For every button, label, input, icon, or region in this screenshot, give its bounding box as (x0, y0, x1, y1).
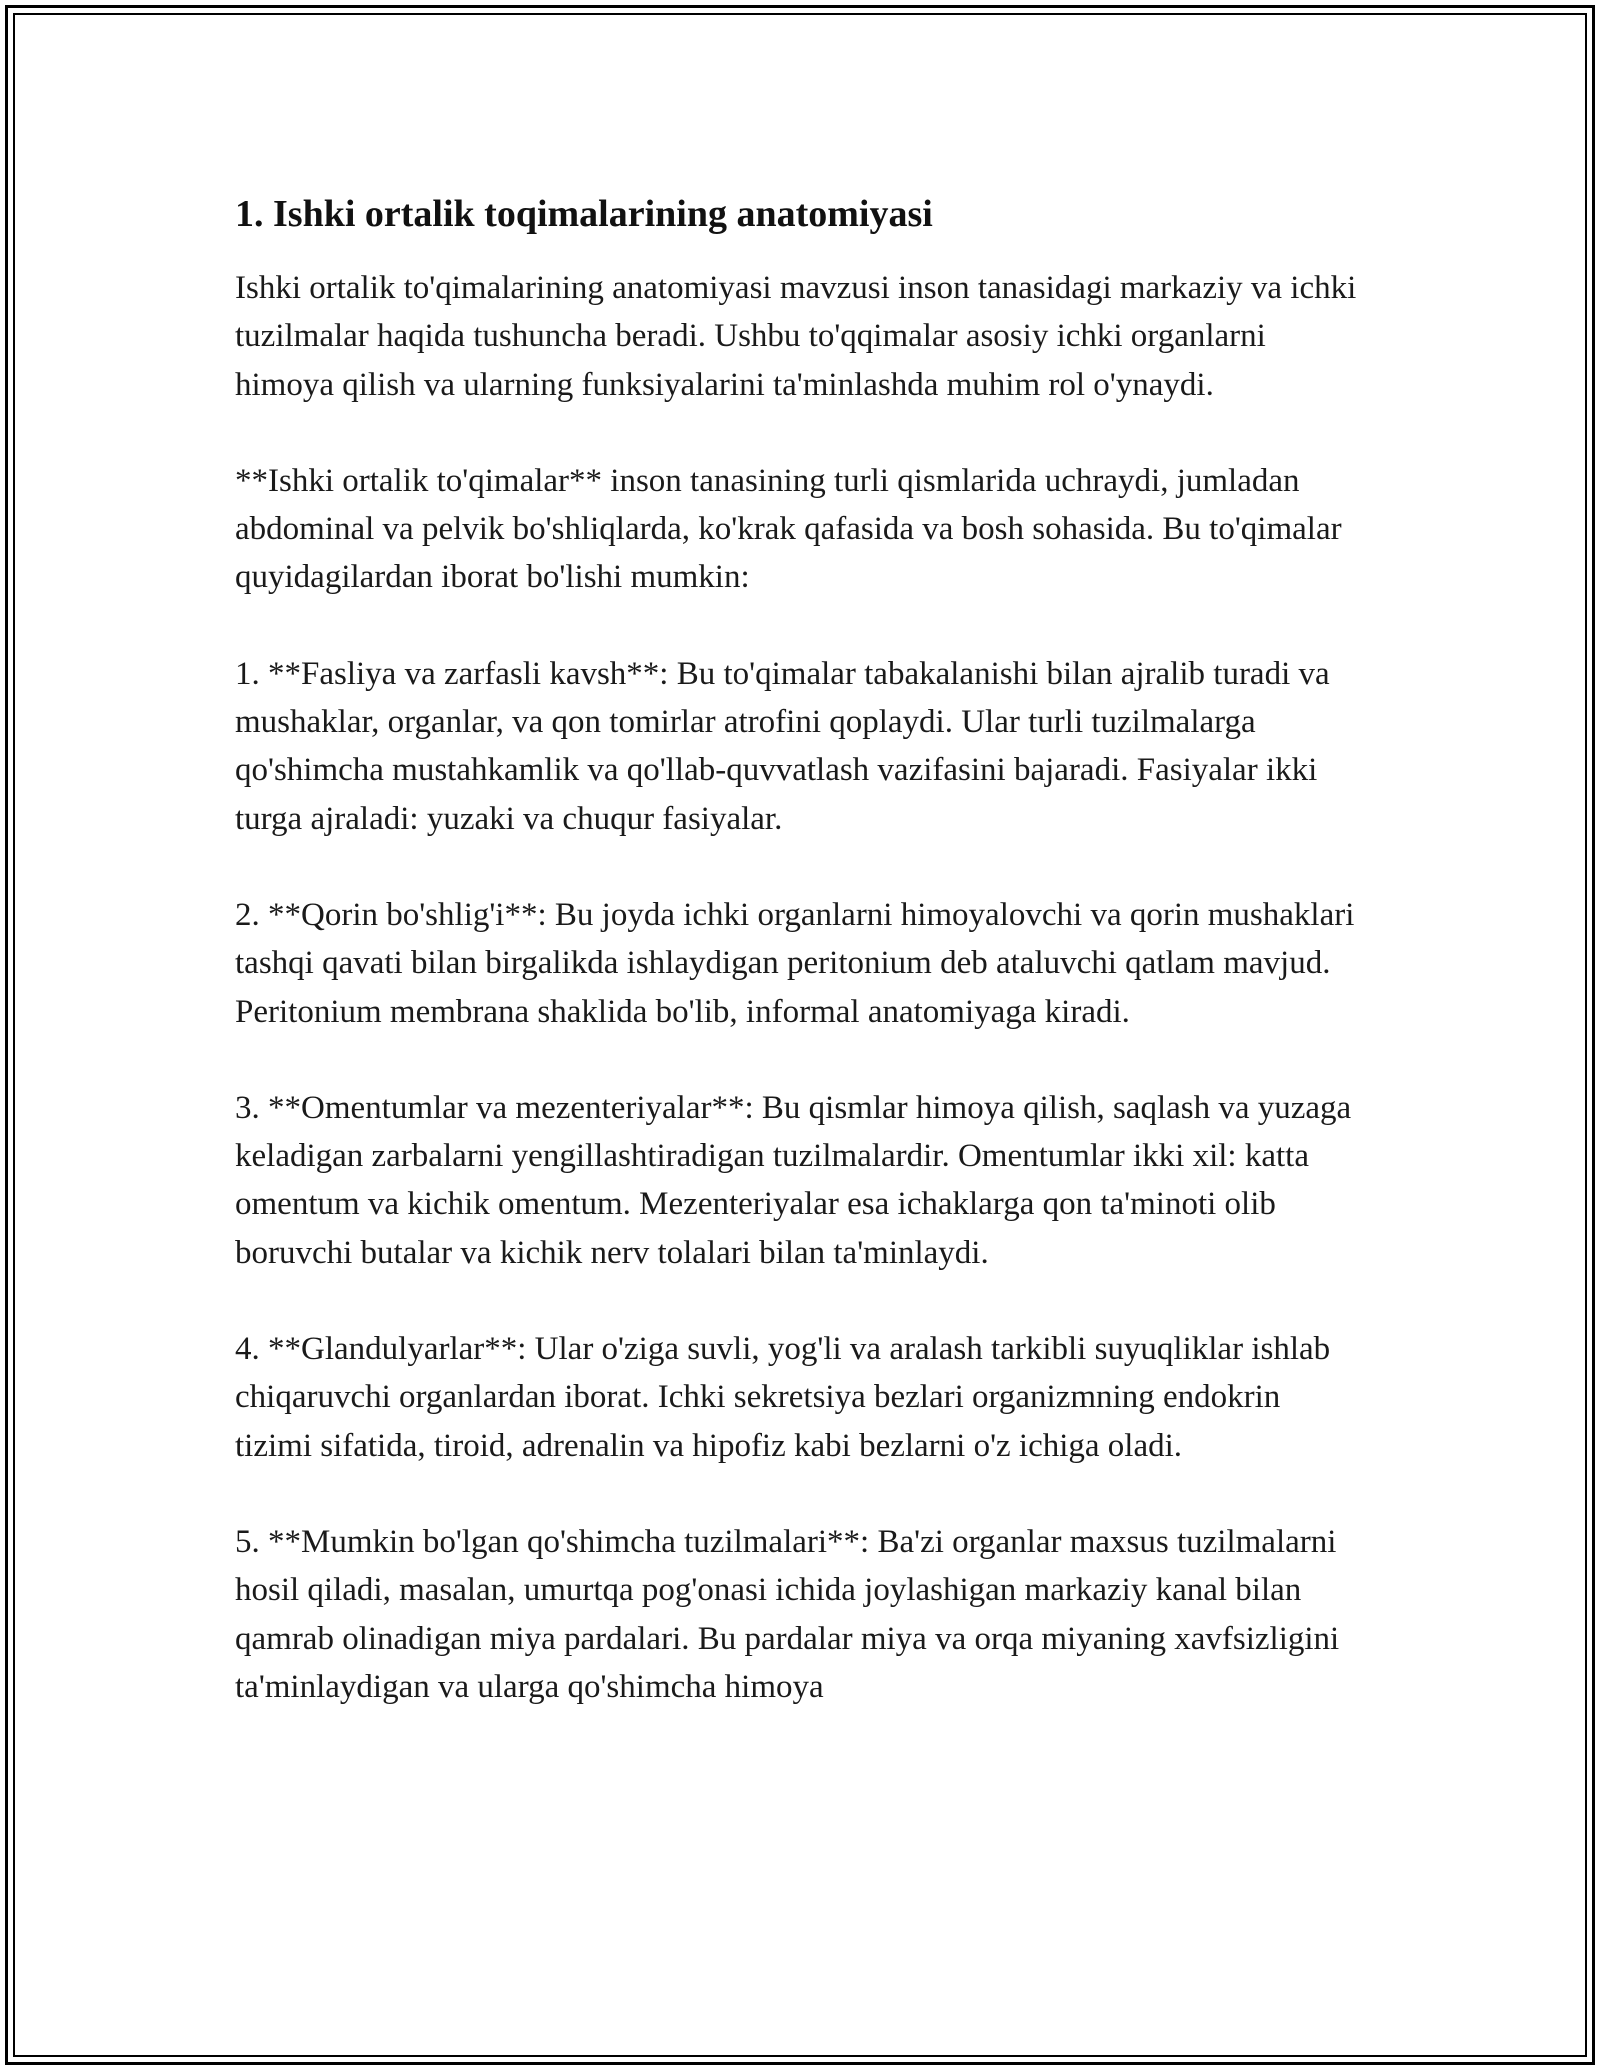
paragraph-item-2: 2. **Qorin bo'shlig'i**: Bu joyda ichki organlarni himoyalovchi va qorin mushaklari tashqi qavati bilan birgalikda ishlaydigan peritonium deb ataluvchi qatlam mavjud. Peritonium membrana shaklida bo'lib, informal anatomiyaga kiradi. (235, 896, 1355, 1030)
paragraph-item-5: 5. **Mumkin bo'lgan qo'shimcha tuzilmalari**: Ba'zi organlar maxsus tuzilmalarni hosil qiladi, masalan, umurtqa pog'onasi ichida joylashigan markaziy kanal bilan qamrab olinadigan miya pardalari. Bu pardalar miya va orqa miyaning xavfsizligini ta'minlaydigan va ularga qo'shimcha himoya (235, 1523, 1340, 1705)
paragraph-intro: Ishki ortalik to'qimalarining anatomiyasi mavzusi inson tanasidagi markaziy va ichki tuzilmalar haqida tushuncha beradi. Ushbu to'qqimalar asosiy ichki organlarni himoya qilish va ularning funksiyalarini ta'minlashda muhim rol o'ynaydi. (235, 270, 1357, 403)
document-title: 1. Ishki ortalik toqimalarining anatomiyasi (235, 193, 933, 235)
paragraph-overview: **Ishki ortalik to'qimalar** inson tanasining turli qismlarida uchraydi, jumladan abdominal va pelvik bo'shliqlarda, ko'krak qafasida va bosh sohasida. Bu to'qimalar quyidagilardan iborat bo'lishi mumkin: (235, 462, 1342, 596)
document-body (235, 188, 1365, 1759)
paragraph-item-1: 1. **Fasliya va zarfasli kavsh**: Bu to'qimalar tabakalanishi bilan ajralib turadi va mushaklar, organlar, va qon tomirlar atrofini qoplaydi. Ular turli tuzilmalarga qo'shimcha mustahkamlik va qo'llab-quvvatlash vazifasini bajaradi. Fasiyalar ikki turga ajraladi: yuzaki va chuqur fasiyalar. (235, 655, 1330, 837)
paragraph-item-4: 4. **Glandulyarlar**: Ular o'ziga suvli, yog'li va aralash tarkibli suyuqliklar ishlab chiqaruvchi organlardan iborat. Ichki sekretsiya bezlari organizmning endokrin tizimi sifatida, tiroid, adrenalin va hipofiz kabi bezlarni o'z ichiga oladi. (235, 1331, 1331, 1464)
paragraph-item-3: 3. **Omentumlar va mezenteriyalar**: Bu qismlar himoya qilish, saqlash va yuzaga keladigan zarbalarni yengillashtiradigan tuzilmalardir. Omentumlar ikki xil: katta omentum va kichik omentum. Mezenteriyalar esa ichaklarga qon ta'minoti olib boruvchi butalar va kichik nerv tolalari bilan ta'minlaydi. (235, 1089, 1352, 1271)
